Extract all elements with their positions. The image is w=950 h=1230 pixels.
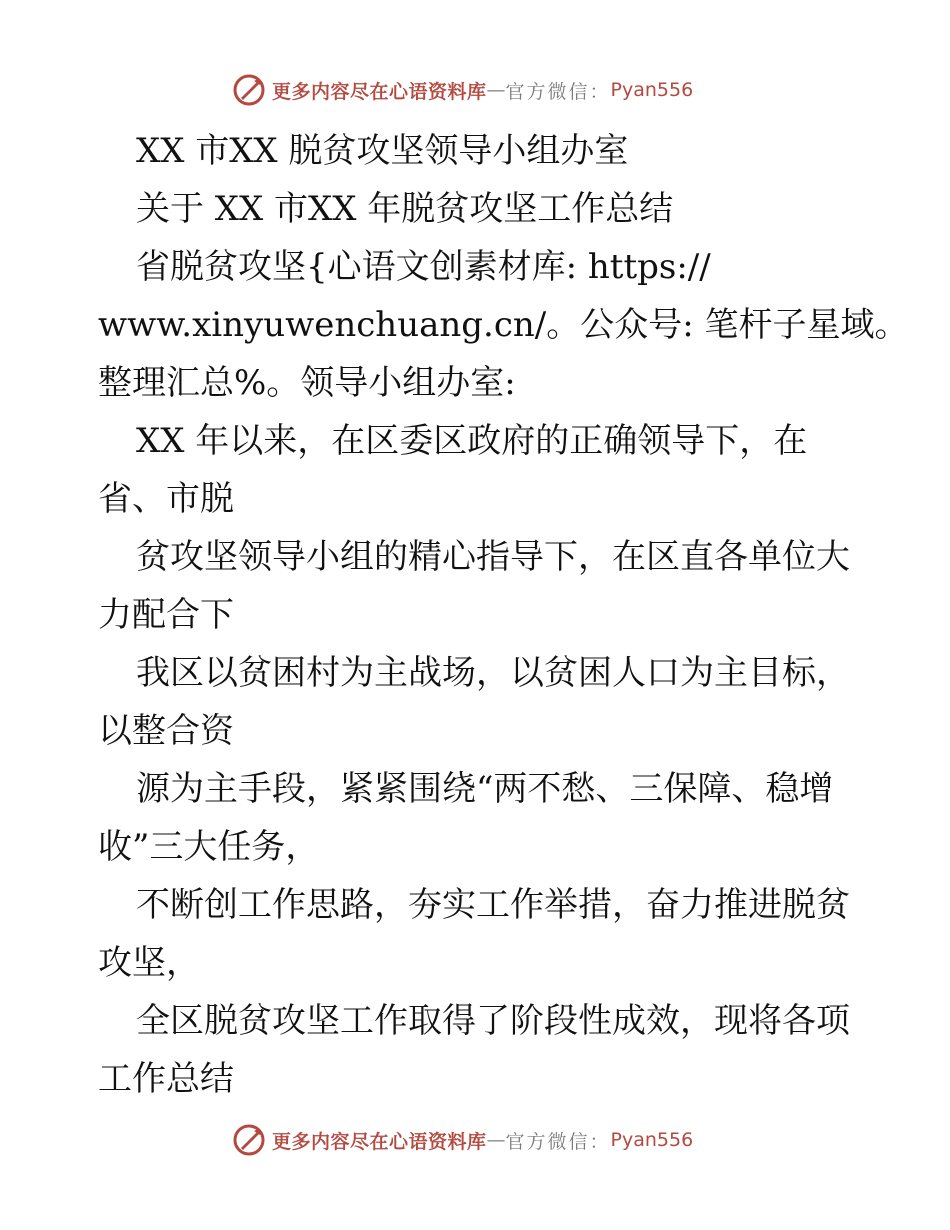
watermark-banner-bottom (232, 1120, 693, 1160)
doc-line-para4-b: 收”三大任务， (98, 827, 320, 867)
watermark-banner-top (232, 70, 693, 110)
watermark-wechat-id: Pyan556 (610, 79, 694, 101)
quill-seal-icon (232, 1123, 266, 1157)
doc-line-para3-a: 我区以贫困村为主战场，以贫困人口为主目标， (136, 653, 850, 693)
doc-line-para2-b: 力配合下 (98, 595, 234, 635)
document-body (98, 122, 909, 1108)
doc-line-para1-b: 省、市脱 (98, 479, 234, 519)
doc-line-office-title: XX 市XX 脱贫攻坚领导小组办室 (136, 131, 629, 171)
watermark-wechat-id: Pyan556 (610, 1129, 694, 1151)
doc-line-para4-a: 源为主手段，紧紧围绕“两不愁、三保障、稳增 (136, 769, 834, 809)
doc-line-para6-b: 工作总结 (98, 1059, 234, 1099)
watermark-official-label: 官方微信： (505, 80, 611, 103)
doc-line-para1-a: XX 年以来，在区委区政府的正确领导下，在 (136, 421, 808, 461)
watermark-main-text: 更多内容尽在心语资料库 (272, 80, 487, 103)
doc-line-para5-a: 不断创工作思路，夯实工作举措，奋力推进脱贫 (136, 885, 850, 925)
watermark-official-label: 官方微信： (505, 1130, 611, 1153)
doc-line-para2-a: 贫攻坚领导小组的精心指导下，在区直各单位大 (136, 537, 850, 577)
watermark-main-text: 更多内容尽在心语资料库 (272, 1130, 487, 1153)
doc-line-para5-b: 攻坚， (98, 943, 200, 983)
doc-line-url: www.xinyuwenchuang.cn/。公众号: 笔杆子星域。 (98, 305, 909, 345)
doc-line-para6-a: 全区脱贫攻坚工作取得了阶段性成效，现将各项 (136, 1001, 850, 1041)
doc-line-recipient: 省脱贫攻坚{心语文创素材库: https:// (136, 247, 711, 287)
watermark-separator: — (486, 79, 506, 101)
watermark-separator: — (486, 1129, 506, 1151)
quill-seal-icon (232, 73, 266, 107)
doc-line-recipient-end: 整理汇总%。领导小组办室: (98, 363, 516, 403)
doc-line-para3-b: 以整合资 (98, 711, 234, 751)
doc-line-summary-title: 关于 XX 市XX 年脱贫攻坚工作总结 (136, 189, 674, 229)
